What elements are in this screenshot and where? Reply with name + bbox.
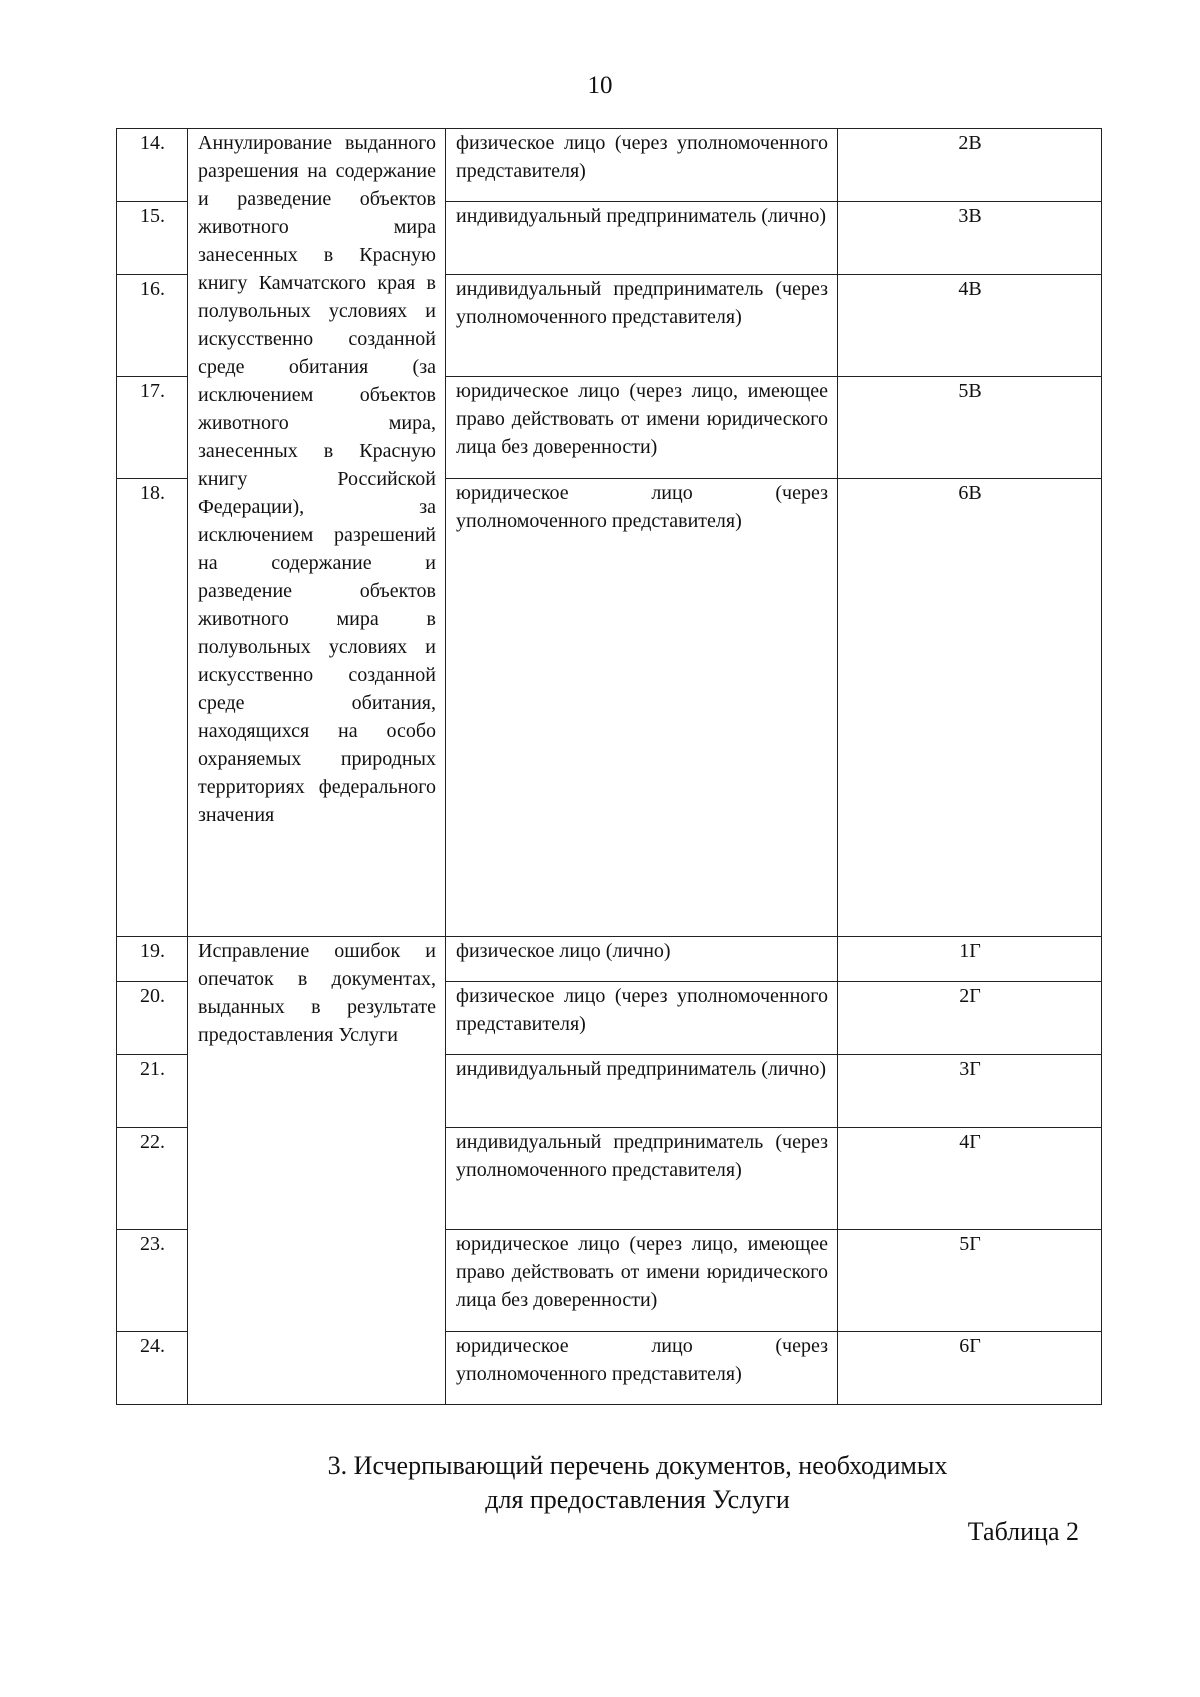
row-number: 21. — [117, 1055, 188, 1128]
applicant-cell: юридическое лицо (через уполномоченного представителя) — [446, 479, 838, 937]
variant-code: 4В — [838, 275, 1102, 377]
variant-code: 1Г — [838, 937, 1102, 982]
page-number: 10 — [587, 72, 613, 99]
row-number: 19. — [117, 937, 188, 982]
applicant-cell: юридическое лицо (через лицо, имеющее право действовать от имени юридического лица без доверенности) — [446, 1230, 838, 1332]
applicant-cell: индивидуальный предприниматель (лично) — [446, 202, 838, 275]
variant-code: 3Г — [838, 1055, 1102, 1128]
services-table — [116, 128, 1102, 1405]
applicant-cell: индивидуальный предприниматель (через уполномоченного представителя) — [446, 275, 838, 377]
applicant-cell: физическое лицо (лично) — [446, 937, 838, 982]
table-caption: Таблица 2 — [967, 1517, 1079, 1546]
row-number: 16. — [117, 275, 188, 377]
section-heading-line-2: для предоставления Услуги — [485, 1485, 790, 1514]
applicant-cell: физическое лицо (через уполномоченного представителя) — [446, 129, 838, 202]
service-name-cell: Исправление ошибок и опечаток в документах, выданных в результате предоставления Услуги — [188, 937, 446, 1405]
variant-code: 2Г — [838, 982, 1102, 1055]
variant-code: 4Г — [838, 1128, 1102, 1230]
variant-code: 2В — [838, 129, 1102, 202]
variant-code: 3В — [838, 202, 1102, 275]
variant-code: 6В — [838, 479, 1102, 937]
applicant-cell: индивидуальный предприниматель (лично) — [446, 1055, 838, 1128]
service-name-cell: Аннулирование выданного разрешения на содержание и разведение объектов животного мира занесенных в Красную книгу Камчатского края в полувольных условиях и искусственно созданной среде обитания (за исключением объектов животного мира, занесенных в Красную книгу Российской Федерации), за исключением разрешений на содержание и разведение объектов животного мира в полувольных условиях и искусственно созданной среде обитания, находящихся на особо охраняемых природных территориях федерального значения — [188, 129, 446, 937]
row-number: 17. — [117, 377, 188, 479]
table-row — [117, 129, 1102, 202]
variant-code: 5В — [838, 377, 1102, 479]
row-number: 23. — [117, 1230, 188, 1332]
row-number: 22. — [117, 1128, 188, 1230]
variant-code: 5Г — [838, 1230, 1102, 1332]
applicant-cell: индивидуальный предприниматель (через уполномоченного представителя) — [446, 1128, 838, 1230]
section-heading — [0, 1449, 1200, 1517]
section-heading-line-1: 3. Исчерпывающий перечень документов, необходимых — [327, 1451, 948, 1480]
variant-code: 6Г — [838, 1332, 1102, 1405]
row-number: 14. — [117, 129, 188, 202]
row-number: 18. — [117, 479, 188, 937]
row-number: 15. — [117, 202, 188, 275]
row-number: 24. — [117, 1332, 188, 1405]
row-number: 20. — [117, 982, 188, 1055]
applicant-cell: юридическое лицо (через лицо, имеющее право действовать от имени юридического лица без доверенности) — [446, 377, 838, 479]
table-row — [117, 937, 1102, 982]
applicant-cell: юридическое лицо (через уполномоченного представителя) — [446, 1332, 838, 1405]
applicant-cell: физическое лицо (через уполномоченного представителя) — [446, 982, 838, 1055]
